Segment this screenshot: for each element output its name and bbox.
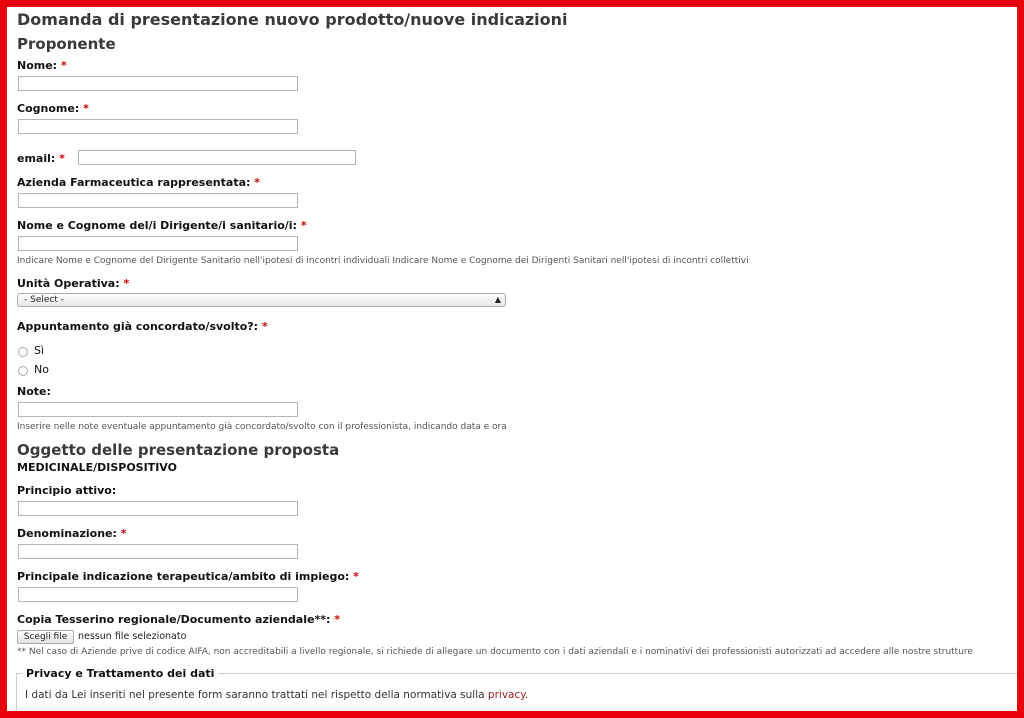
- radio-no[interactable]: [18, 366, 28, 376]
- appuntamento-label: Appuntamento già concordato/svolto?: *: [17, 320, 268, 333]
- dirigente-description: Indicare Nome e Cognome del Dirigente Sanitario nell'ipotesi di incontri individuali Indicare Nome e Cognome dei Dirigenti Sanitari nell'ipotesi di incontri collettivi: [17, 256, 749, 266]
- file-status: nessun file selezionato: [78, 631, 187, 642]
- unita-selected-value: - Select -: [24, 295, 64, 305]
- denominazione-input[interactable]: [18, 544, 298, 559]
- form-frame: [7, 7, 1017, 711]
- choose-file-button[interactable]: Scegli file: [17, 630, 74, 644]
- email-input[interactable]: [78, 150, 356, 165]
- azienda-input[interactable]: [18, 193, 298, 208]
- section-proponente: Proponente: [17, 35, 116, 53]
- note-label: Note:: [17, 385, 51, 398]
- denominazione-label: Denominazione: *: [17, 527, 127, 540]
- section-medicinale: MEDICINALE/DISPOSITIVO: [17, 461, 177, 474]
- note-input[interactable]: [18, 402, 298, 417]
- dirigente-input[interactable]: [18, 236, 298, 251]
- tesserino-label: Copia Tesserino regionale/Documento aziendale**: *: [17, 613, 340, 626]
- nome-input[interactable]: [18, 76, 298, 91]
- principio-input[interactable]: [18, 501, 298, 516]
- privacy-text: I dati da Lei inseriti nel presente form saranno trattati nel rispetto della normativa sulla privacy.: [25, 689, 529, 701]
- nome-label: Nome: *: [17, 59, 67, 72]
- radio-si-label: Sì: [34, 344, 45, 357]
- section-oggetto: Oggetto delle presentazione proposta: [17, 441, 340, 459]
- form-title: Domanda di presentazione nuovo prodotto/nuove indicazioni: [17, 10, 568, 29]
- select-arrows-icon: ▲︎: [494, 295, 501, 304]
- privacy-link[interactable]: privacy: [487, 689, 525, 701]
- unita-label: Unità Operativa: *: [17, 277, 130, 290]
- email-label: email: *: [17, 152, 65, 165]
- indicazione-label: Principale indicazione terapeutica/ambito di impiego: *: [17, 570, 359, 583]
- radio-no-label: No: [34, 363, 49, 376]
- tesserino-note: ** Nel caso di Aziende prive di codice AIFA, non accreditabili a livello regionale, si richiede di allegare un documento con i dati aziendali e i nominativi dei professionisti autorizzati ad accedere alle nostre strutture: [17, 647, 973, 657]
- principio-label: Principio attivo:: [17, 484, 117, 497]
- radio-si[interactable]: [18, 347, 28, 357]
- note-description: Inserire nelle note eventuale appuntamento già concordato/svolto con il professionista, indicando data e ora: [17, 422, 507, 432]
- indicazione-input[interactable]: [18, 587, 298, 602]
- azienda-label: Azienda Farmaceutica rappresentata: *: [17, 176, 261, 189]
- privacy-legend: Privacy e Trattamento dei dati: [22, 667, 218, 680]
- cognome-input[interactable]: [18, 119, 298, 134]
- dirigente-label: Nome e Cognome del/i Dirigente/i sanitario/i: *: [17, 219, 307, 232]
- unita-select[interactable]: [17, 293, 506, 307]
- cognome-label: Cognome: *: [17, 102, 89, 115]
